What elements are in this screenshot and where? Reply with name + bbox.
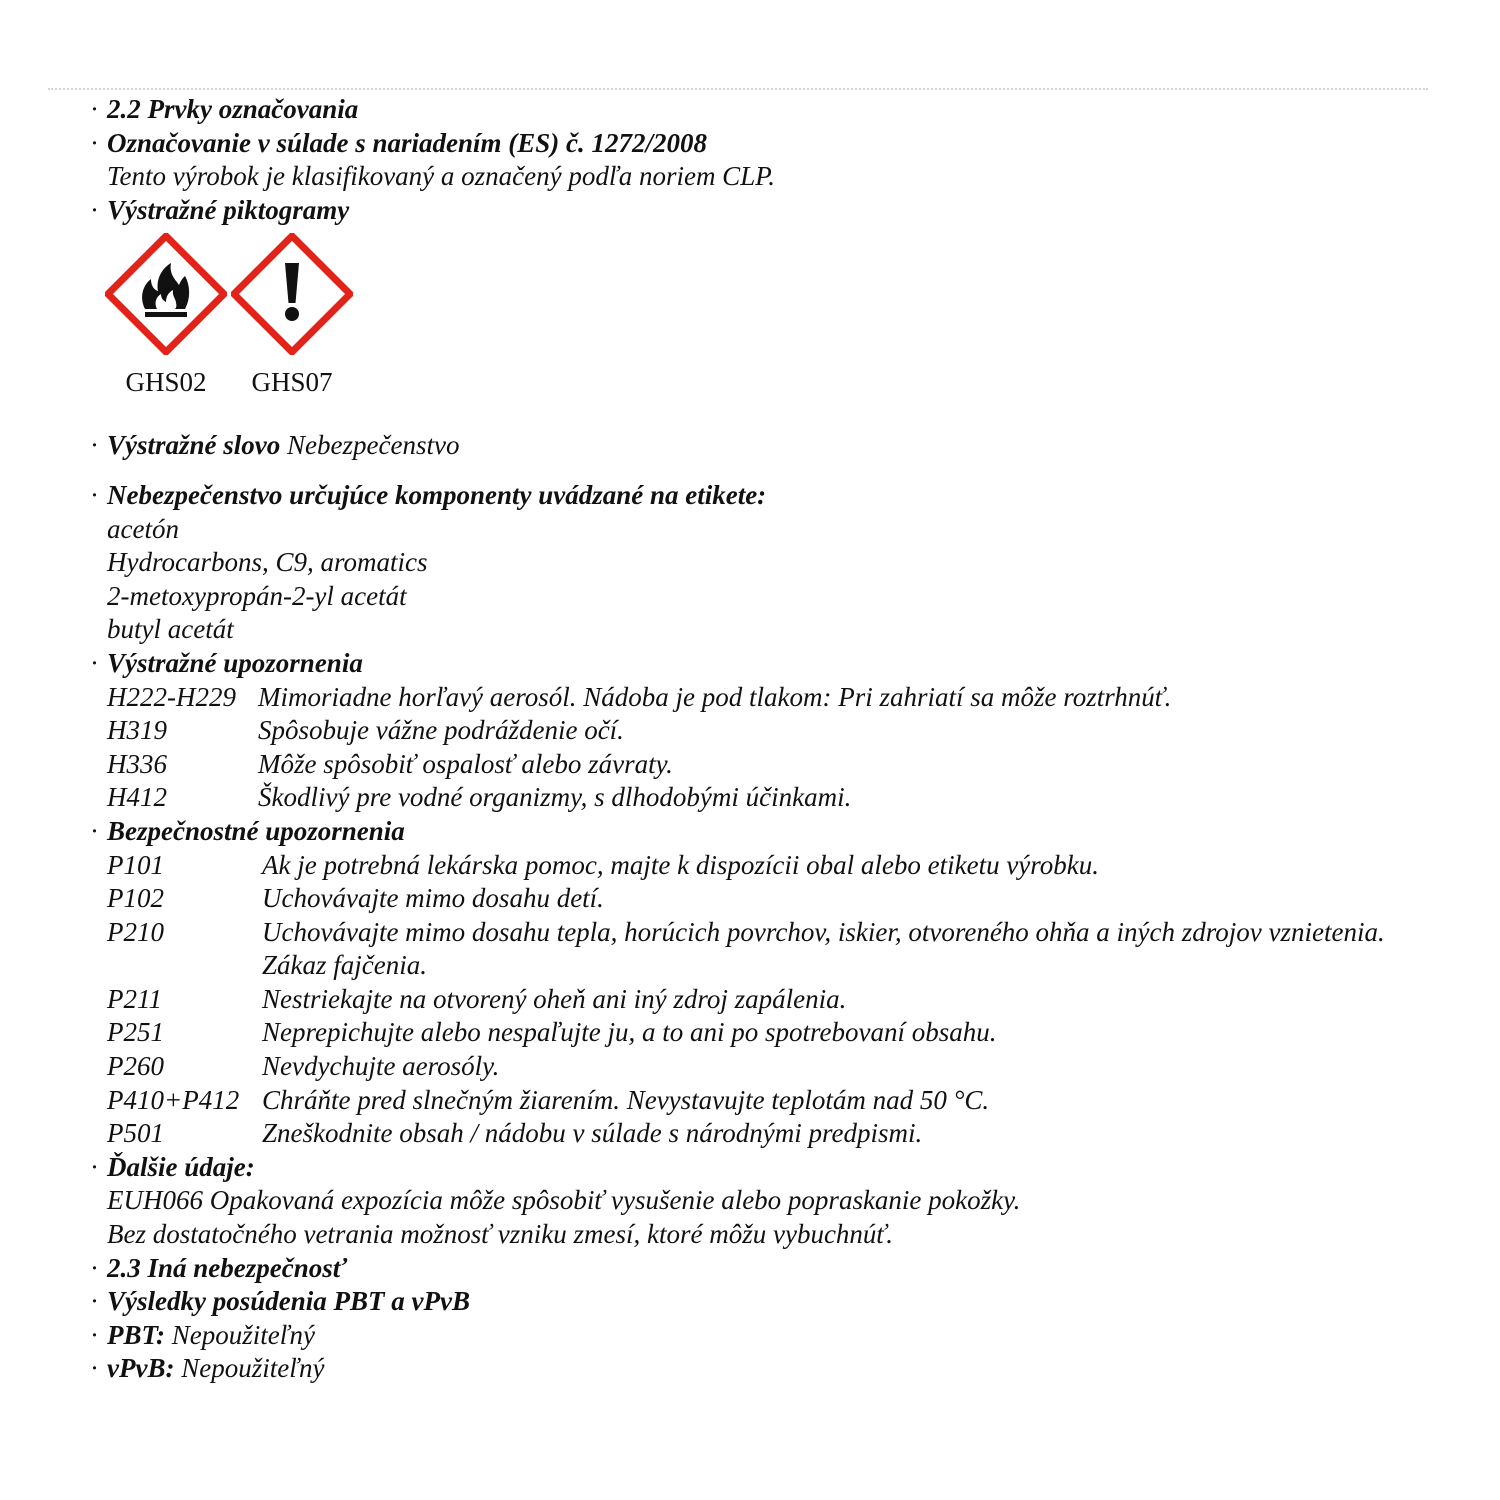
precaution-code: P210	[107, 916, 164, 947]
signal-word-value: Nebezpečenstvo	[287, 430, 460, 461]
signal-word-label: Výstražné slovo	[107, 430, 281, 461]
precaution-statements-title: · Bezpečnostné upozornenia	[90, 815, 1420, 849]
bullet: ·	[90, 430, 99, 461]
section-2-3-heading: · 2.3 Iná nebezpečnosť	[90, 1252, 1420, 1286]
labeling-title: · Označovanie v súlade s nariadením (ES) č. 1272/2008	[90, 127, 1420, 161]
hazard-code: H336	[107, 748, 167, 779]
additional-info-line: Bez dostatočného vetrania možnosť vzniku zmesí, ktoré môžu vybuchnúť.	[107, 1219, 894, 1250]
hazard-statements-title: · Výstražné upozornenia	[90, 647, 1420, 681]
precaution-text: Uchovávajte mimo dosahu detí.	[262, 883, 604, 914]
pbt-line	[90, 1319, 1420, 1353]
components-title: · Nebezpečenstvo určujúce komponenty uvádzané na etikete:	[90, 479, 1420, 513]
vpvb-label: vPvB:	[107, 1353, 175, 1384]
precaution-text: Ak je potrebná lekárska pomoc, majte k dispozícii obal alebo etiketu výrobku.	[262, 849, 1100, 880]
precaution-statement-row	[90, 882, 1420, 916]
hazard-statement-row	[90, 781, 1420, 815]
section-2-2-heading: · 2.2 Prvky označovania	[90, 93, 1420, 127]
hazard-code: H412	[107, 782, 167, 813]
precaution-code: P211	[107, 983, 162, 1014]
precaution-code: P260	[107, 1051, 164, 1082]
bullet: ·	[90, 1252, 99, 1283]
bullet: ·	[90, 647, 99, 678]
hazard-text: Škodlivý pre vodné organizmy, s dlhodobými účinkami.	[258, 782, 852, 813]
additional-info-line: EUH066 Opakovaná expozícia môže spôsobiť vysušenie alebo popraskanie pokožky.	[107, 1185, 1021, 1216]
pbt-assessment-title: · Výsledky posúdenia PBT a vPvB	[90, 1285, 1420, 1319]
bullet: ·	[90, 1319, 99, 1350]
bullet: ·	[90, 479, 99, 510]
bullet: ·	[90, 1353, 99, 1384]
bullet: ·	[90, 194, 99, 225]
hazard-text: Spôsobuje vážne podráždenie očí.	[258, 715, 624, 746]
precaution-text: Nestriekajte na otvorený oheň ani iný zdroj zapálenia.	[262, 983, 847, 1014]
precaution-text: Uchovávajte mimo dosahu tepla, horúcich povrchov, iskier, otvoreného ohňa a iných zdrojov vznietenia. Zákaz fajčenia.	[262, 916, 1385, 981]
precaution-code: P251	[107, 1017, 164, 1048]
precaution-code: P101	[107, 849, 164, 880]
precaution-code: P102	[107, 883, 164, 914]
component-item: Hydrocarbons, C9, aromatics	[107, 547, 428, 578]
hazard-code: H319	[107, 715, 167, 746]
bullet: ·	[90, 1151, 99, 1182]
component-item: 2-metoxypropán-2-yl acetát	[107, 580, 407, 611]
precaution-text: Zneškodnite obsah / nádobu v súlade s národnými predpismi.	[262, 1118, 923, 1149]
precaution-code: P501	[107, 1118, 164, 1149]
hazard-text: Mimoriadne horľavý aerosól. Nádoba je pod tlakom: Pri zahriatí sa môže roztrhnúť.	[258, 681, 1172, 712]
ghs07-exclamation-mark-icon	[231, 233, 353, 355]
precaution-statement-row	[90, 1117, 1420, 1151]
bullet: ·	[90, 815, 99, 846]
vpvb-line	[90, 1352, 1420, 1386]
section-2-content	[90, 93, 1420, 1386]
precaution-statement-row	[90, 849, 1420, 883]
top-dotted-rule	[48, 88, 1428, 90]
precaution-code: P410+P412	[107, 1084, 240, 1115]
precaution-statement-row	[90, 1084, 1420, 1118]
ghs07-label: GHS07	[251, 367, 333, 398]
hazard-code: H222-H229	[107, 681, 236, 712]
component-item: acetón	[107, 513, 179, 544]
precaution-text: Nevdychujte aerosóly.	[262, 1051, 500, 1082]
labeling-text: Tento výrobok je klasifikovaný a označený podľa noriem CLP.	[107, 161, 775, 192]
additional-info-title: · Ďalšie údaje:	[90, 1151, 1420, 1185]
vpvb-value: Nepoužiteľný	[181, 1353, 325, 1384]
component-item: butyl acetát	[107, 614, 234, 645]
signal-word-line	[90, 429, 1420, 463]
pictograms-title: · Výstražné piktogramy	[90, 194, 1420, 228]
hazard-statement-row	[90, 681, 1420, 715]
precaution-text: Neprepichujte alebo nespaľujte ju, a to ani po spotrebovaní obsahu.	[262, 1017, 997, 1048]
hazard-statement-row	[90, 714, 1420, 748]
pbt-value: Nepoužiteľný	[171, 1319, 316, 1350]
bullet: ·	[90, 127, 99, 158]
pictograms-row	[90, 227, 1420, 429]
bullet: ·	[90, 1286, 99, 1317]
pbt-label: PBT:	[107, 1319, 165, 1350]
precaution-statement-row	[90, 1016, 1420, 1050]
bullet: ·	[90, 94, 99, 124]
hazard-statement-row	[90, 748, 1420, 782]
precaution-statement-row	[90, 1050, 1420, 1084]
hazard-text: Môže spôsobiť ospalosť alebo závraty.	[258, 748, 673, 779]
ghs02-flame-icon	[105, 233, 227, 355]
precaution-statement-row	[90, 983, 1420, 1017]
ghs02-label: GHS02	[125, 367, 207, 398]
precaution-text: Chráňte pred slnečným žiarením. Nevystavujte teplotám nad 50 °C.	[262, 1084, 990, 1115]
precaution-statement-row	[90, 916, 1420, 983]
